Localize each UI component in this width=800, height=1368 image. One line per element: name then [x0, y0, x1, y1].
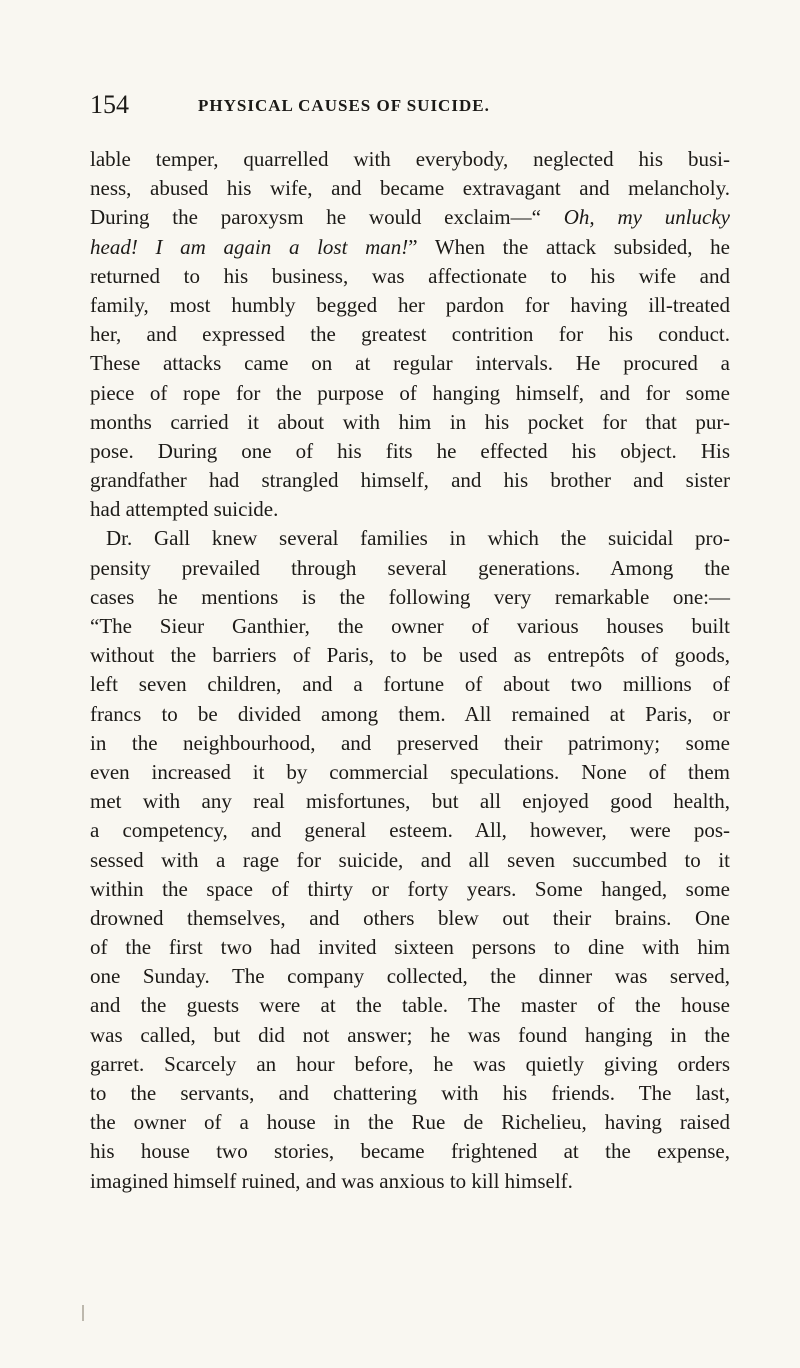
page-number: 154 — [90, 90, 129, 119]
text-line: pose. During one of his fits he effected his object. His — [90, 438, 730, 463]
text-line: of the first two had invited sixteen persons to dine with him — [90, 935, 730, 960]
quoted-exclamation-part-2: head! I am again a lost man! — [90, 234, 409, 259]
page-edge-mark — [82, 1305, 84, 1321]
text-line-paragraph-end: had attempted suicide. — [90, 497, 279, 522]
text-line: months carried it about with him in his pocket for that pur- — [90, 409, 730, 434]
text-line: lable temper, quarrelled with everybody, neglected his busi- — [90, 147, 730, 171]
text-line: cases he mentions is the following very remarkable one:— — [90, 584, 730, 609]
text-line-paragraph-start: Dr. Gall knew several families in which the suicidal pro- — [106, 526, 730, 551]
text-line: These attacks came on at regular intervals. He procured a — [90, 351, 730, 376]
text-line: one Sunday. The company collected, the dinner was served, — [90, 964, 730, 989]
running-head — [90, 90, 730, 120]
text-line: ness, abused his wife, and became extravagant and melancholy. — [90, 176, 730, 201]
text-line: even increased it by commercial speculations. None of them — [90, 759, 730, 784]
text-run: During the paroxysm he would exclaim—“ — [90, 205, 541, 230]
text-line: without the barriers of Paris, to be used as entrepôts of goods, — [90, 643, 730, 668]
text-line: pensity prevailed through several generations. Among the — [90, 555, 730, 580]
text-line: the owner of a house in the Rue de Richelieu, having raised — [90, 1110, 730, 1135]
text-line-exclamation-end — [90, 233, 730, 262]
running-title: PHYSICAL CAUSES OF SUICIDE. — [198, 96, 490, 115]
text-line: returned to his business, was affectionate to his wife and — [90, 263, 730, 288]
text-line-quote-start: “The Sieur Ganthier, the owner of various houses built — [90, 614, 730, 638]
quoted-exclamation-part-1: Oh, my unlucky — [563, 205, 731, 230]
text-line: family, most humbly begged her pardon for having ill-treated — [90, 292, 730, 317]
text-line: sessed with a rage for suicide, and all seven succumbed to it — [90, 847, 730, 872]
text-line: her, and expressed the greatest contrition for his conduct. — [90, 322, 730, 347]
text-line: grandfather had strangled himself, and his brother and sister — [90, 468, 730, 493]
text-line: his house two stories, became frightened at the expense, — [90, 1139, 730, 1164]
text-line-exclamation — [90, 203, 730, 232]
text-line: was called, but did not answer; he was found hanging in the — [90, 1022, 730, 1047]
text-line: and the guests were at the table. The master of the house — [90, 993, 730, 1018]
text-line: left seven children, and a fortune of about two millions of — [90, 672, 730, 697]
text-line: in the neighbourhood, and preserved their patrimony; some — [90, 730, 730, 755]
text-line: met with any real misfortunes, but all enjoyed good health, — [90, 789, 730, 814]
text-run: ” When the attack subsided, he — [408, 234, 730, 259]
text-line: drowned themselves, and others blew out their brains. One — [90, 905, 730, 930]
text-line: garret. Scarcely an hour before, he was quietly giving orders — [90, 1051, 730, 1076]
text-line: piece of rope for the purpose of hanging himself, and for some — [90, 380, 730, 405]
body-text — [90, 145, 730, 1196]
text-line: within the space of thirty or forty years. Some hanged, some — [90, 876, 730, 901]
text-line-final: imagined himself ruined, and was anxious to kill himself. — [90, 1168, 573, 1193]
text-line: francs to be divided among them. All remained at Paris, or — [90, 701, 730, 726]
text-line: to the servants, and chattering with his friends. The last, — [90, 1081, 730, 1105]
text-line: a competency, and general esteem. All, however, were pos- — [90, 818, 730, 843]
